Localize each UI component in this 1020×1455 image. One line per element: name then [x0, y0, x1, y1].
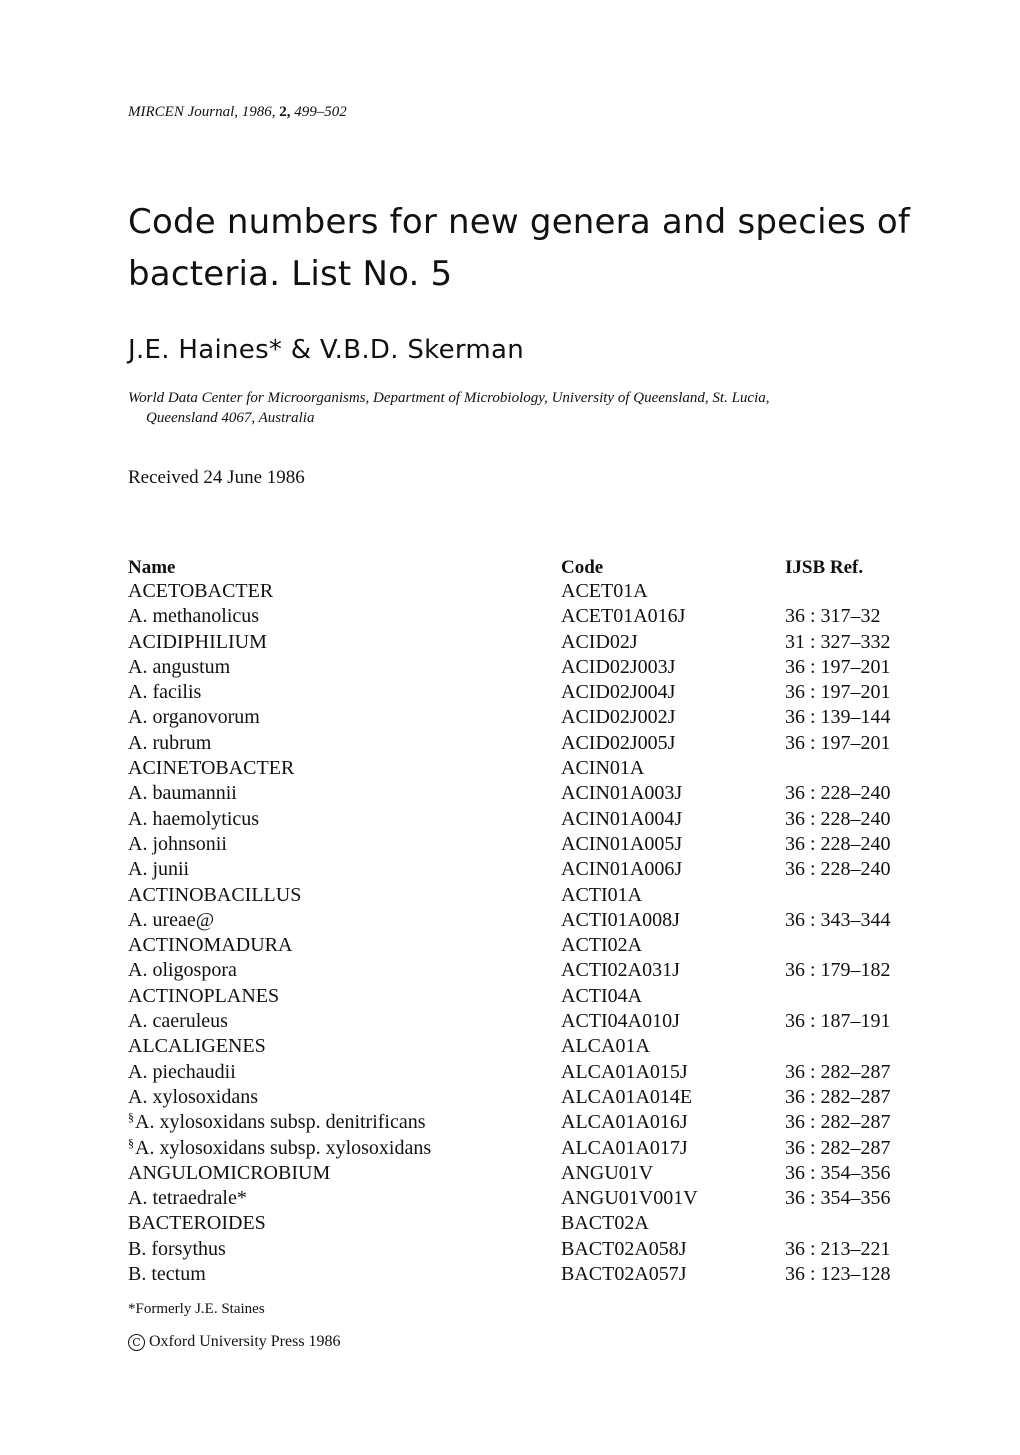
column-header-name: Name — [128, 557, 176, 578]
table-row — [128, 1034, 903, 1059]
table-row — [128, 832, 903, 857]
ijsb-ref-cell: 36 : 187–191 — [785, 1010, 891, 1033]
species-name-cell — [128, 1009, 561, 1034]
code-cell: ALCA01A — [561, 1035, 650, 1058]
table-row — [128, 680, 903, 705]
code-cell: ACID02J005J — [561, 731, 676, 754]
table-row — [128, 908, 903, 933]
taxon-name: A. oligospora — [128, 959, 237, 982]
ijsb-ref-cell — [785, 1211, 903, 1236]
table-row — [128, 933, 903, 958]
copyright-notice — [128, 1333, 341, 1351]
journal-name: MIRCEN Journal, — [128, 104, 238, 120]
ijsb-ref-cell: 36 : 343–344 — [785, 908, 891, 931]
journal-citation — [128, 104, 347, 121]
code-cell: ACIN01A — [561, 757, 645, 780]
table-row — [128, 883, 903, 908]
species-name-cell — [128, 1060, 561, 1085]
code-cell: ACTI02A — [561, 934, 643, 957]
code-cell: ACTI04A010J — [561, 1010, 680, 1033]
code-cell: ACIN01A004J — [561, 807, 683, 830]
code-cell: ACTI01A — [561, 883, 643, 906]
table-row — [128, 958, 903, 983]
taxon-name: ALCALIGENES — [128, 1035, 266, 1058]
taxon-name: ANGULOMICROBIUM — [128, 1161, 331, 1184]
journal-pages: 499–502 — [294, 104, 347, 120]
table-row — [128, 731, 903, 756]
code-cell: ACTI04A — [561, 984, 643, 1007]
code-cell: ACID02J002J — [561, 706, 676, 729]
ijsb-ref-cell — [785, 756, 903, 781]
table-body — [128, 579, 903, 1287]
table-row — [128, 1237, 903, 1262]
received-date: Received 24 June 1986 — [128, 467, 305, 488]
table-row — [128, 579, 903, 604]
ijsb-ref-cell: 36 : 354–356 — [785, 1187, 891, 1210]
column-header-code: Code — [561, 557, 604, 578]
code-cell: ACET01A016J — [561, 605, 686, 628]
taxon-name: A. junii — [128, 858, 190, 881]
genus-name-cell — [128, 984, 561, 1009]
code-cell: ACID02J — [561, 630, 638, 653]
table-row — [128, 630, 903, 655]
affiliation-line-1: World Data Center for Microorganisms, Department of Microbiology, University of Queensland, St. Lucia, — [128, 390, 770, 406]
code-cell: ACTI02A031J — [561, 959, 680, 982]
taxon-name: A. xylosoxidans subsp. xylosoxidans — [135, 1136, 432, 1159]
ijsb-ref-cell: 36 : 213–221 — [785, 1237, 891, 1260]
code-cell: ACIN01A005J — [561, 832, 683, 855]
genus-name-cell — [128, 883, 561, 908]
taxon-name: A. facilis — [128, 681, 202, 704]
taxon-name: A. angustum — [128, 655, 231, 678]
taxon-name: A. piechaudii — [128, 1060, 236, 1083]
taxon-name: A. rubrum — [128, 731, 212, 754]
ijsb-ref-cell: 36 : 354–356 — [785, 1161, 891, 1184]
taxon-name: A. methanolicus — [128, 605, 260, 628]
affiliation-line-2: Queensland 4067, Australia — [146, 410, 315, 426]
taxon-name: A. organovorum — [128, 706, 260, 729]
code-cell: ANGU01V — [561, 1161, 654, 1184]
table-row — [128, 1186, 903, 1211]
table-row — [128, 781, 903, 806]
taxon-name: A. xylosoxidans subsp. denitrificans — [135, 1111, 426, 1134]
ijsb-ref-cell: 36 : 139–144 — [785, 706, 891, 729]
code-cell: BACT02A — [561, 1212, 649, 1235]
table-row — [128, 807, 903, 832]
species-name-cell — [128, 958, 561, 983]
species-name-cell — [128, 1136, 561, 1161]
species-name-cell — [128, 1085, 561, 1110]
ijsb-ref-cell: 36 : 228–240 — [785, 832, 891, 855]
species-name-cell — [128, 857, 561, 882]
species-name-cell — [128, 807, 561, 832]
table-row — [128, 1211, 903, 1236]
table-row — [128, 604, 903, 629]
taxon-name: ACETOBACTER — [128, 580, 274, 602]
code-cell: ACID02J004J — [561, 681, 676, 704]
species-name-cell — [128, 655, 561, 680]
species-name-cell — [128, 1186, 561, 1211]
ijsb-ref-cell: 36 : 197–201 — [785, 655, 891, 678]
table-row — [128, 857, 903, 882]
genus-name-cell — [128, 1211, 561, 1236]
ijsb-ref-cell: 36 : 228–240 — [785, 782, 891, 805]
copyright-text: Oxford University Press 1986 — [149, 1333, 341, 1350]
taxon-name: ACTINOPLANES — [128, 984, 280, 1007]
species-name-cell — [128, 1262, 561, 1287]
genus-name-cell — [128, 756, 561, 781]
genus-name-cell — [128, 630, 561, 655]
table-row — [128, 1009, 903, 1034]
taxon-name: BACTEROIDES — [128, 1212, 266, 1235]
table-header-row — [128, 551, 903, 579]
taxon-name: A. caeruleus — [128, 1010, 228, 1033]
ijsb-ref-cell — [785, 933, 903, 958]
ijsb-ref-cell: 31 : 327–332 — [785, 630, 891, 653]
ijsb-ref-cell: 36 : 282–287 — [785, 1060, 891, 1083]
taxon-name: A. tetraedrale* — [128, 1187, 247, 1210]
ijsb-ref-cell: 36 : 228–240 — [785, 807, 891, 830]
taxon-name: ACTINOBACILLUS — [128, 883, 302, 906]
species-name-cell — [128, 680, 561, 705]
ijsb-ref-cell: 36 : 282–287 — [785, 1111, 891, 1134]
taxon-name: A. ureae@ — [128, 908, 215, 931]
species-name-cell — [128, 1110, 561, 1135]
code-cell: ALCA01A017J — [561, 1136, 688, 1159]
table-row — [128, 756, 903, 781]
species-name-cell — [128, 908, 561, 933]
article-title: Code numbers for new genera and species of bacteria. List No. 5 — [128, 202, 911, 294]
ijsb-ref-cell — [785, 984, 903, 1009]
author-footnote: *Formerly J.E. Staines — [128, 1301, 265, 1317]
code-cell: ACET01A — [561, 580, 648, 602]
journal-year: 1986, — [241, 104, 276, 120]
code-cell: ACIN01A006J — [561, 858, 683, 881]
taxon-name: A. johnsonii — [128, 832, 227, 855]
genus-name-cell — [128, 933, 561, 958]
species-name-cell — [128, 731, 561, 756]
code-cell: ALCA01A016J — [561, 1111, 688, 1134]
ijsb-ref-cell: 36 : 197–201 — [785, 681, 891, 704]
taxon-name: A. xylosoxidans — [128, 1085, 258, 1108]
section-mark: § — [128, 1110, 134, 1125]
code-cell: ALCA01A014E — [561, 1085, 693, 1108]
section-mark: § — [128, 1135, 134, 1150]
taxon-name: A. haemolyticus — [128, 807, 260, 830]
code-cell: ACTI01A008J — [561, 908, 680, 931]
species-name-cell — [128, 781, 561, 806]
table-row — [128, 984, 903, 1009]
ijsb-ref-cell: 36 : 282–287 — [785, 1136, 891, 1159]
ijsb-ref-cell — [785, 1034, 903, 1059]
taxon-name: ACIDIPHILIUM — [128, 630, 267, 653]
taxon-name: ACINETOBACTER — [128, 757, 295, 780]
ijsb-ref-cell — [785, 883, 903, 908]
code-cell: ALCA01A015J — [561, 1060, 688, 1083]
code-numbers-table — [128, 551, 903, 1287]
table-row — [128, 1085, 903, 1110]
genus-name-cell — [128, 579, 561, 604]
ijsb-ref-cell: 36 : 317–32 — [785, 605, 881, 628]
ijsb-ref-cell: 36 : 123–128 — [785, 1263, 891, 1286]
ijsb-ref-cell: 36 : 197–201 — [785, 731, 891, 754]
ijsb-ref-cell: 36 : 282–287 — [785, 1085, 891, 1108]
code-cell: ACID02J003J — [561, 655, 676, 678]
copyright-icon: C — [128, 1334, 145, 1351]
table-row — [128, 1262, 903, 1287]
table-row — [128, 1060, 903, 1085]
species-name-cell — [128, 832, 561, 857]
table-row — [128, 1161, 903, 1186]
code-cell: ANGU01V001V — [561, 1187, 698, 1210]
taxon-name: B. tectum — [128, 1263, 206, 1286]
article-authors: J.E. Haines* & V.B.D. Skerman — [128, 335, 525, 365]
table-row — [128, 705, 903, 730]
code-cell: BACT02A057J — [561, 1263, 687, 1286]
ijsb-ref-cell: 36 : 179–182 — [785, 959, 891, 982]
table-row — [128, 655, 903, 680]
author-affiliation — [128, 388, 918, 428]
species-name-cell — [128, 705, 561, 730]
ijsb-ref-cell: 36 : 228–240 — [785, 858, 891, 881]
code-cell: ACIN01A003J — [561, 782, 683, 805]
code-cell: BACT02A058J — [561, 1237, 687, 1260]
taxon-name: A. baumannii — [128, 782, 237, 805]
ijsb-ref-cell — [785, 579, 903, 604]
species-name-cell — [128, 1237, 561, 1262]
journal-volume: 2, — [279, 104, 291, 120]
genus-name-cell — [128, 1034, 561, 1059]
taxon-name: B. forsythus — [128, 1237, 226, 1260]
genus-name-cell — [128, 1161, 561, 1186]
species-name-cell — [128, 604, 561, 629]
taxon-name: ACTINOMADURA — [128, 934, 293, 957]
table-row — [128, 1136, 903, 1161]
table-row — [128, 1110, 903, 1135]
column-header-ref: IJSB Ref. — [785, 557, 864, 578]
